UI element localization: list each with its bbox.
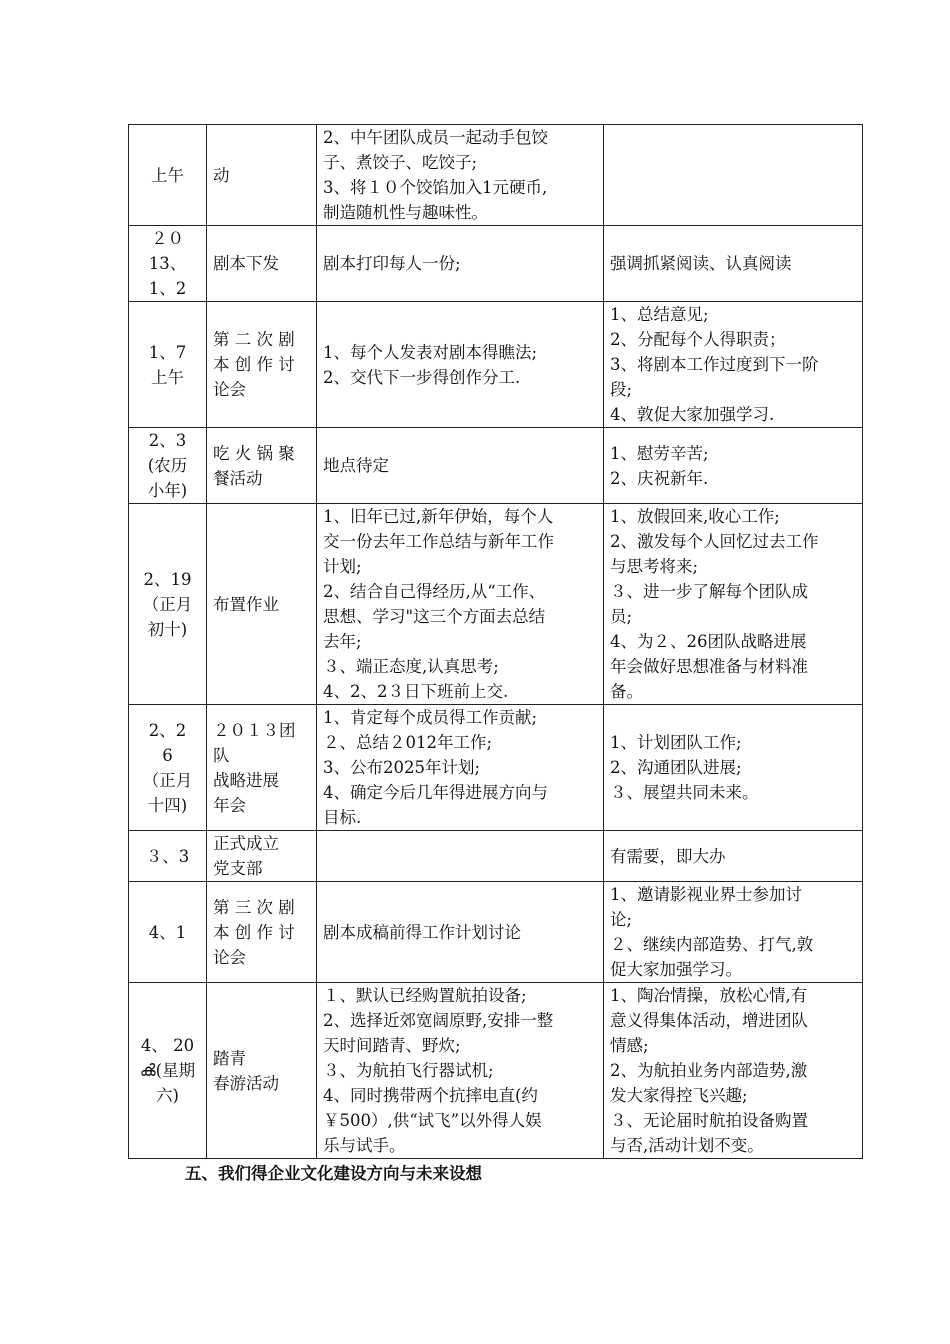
activity-content-cell: [317, 125, 604, 226]
cell-text-line: 3、公布2025年计划;: [323, 758, 481, 777]
cell-text-line: 上午: [151, 165, 184, 185]
cell-text-line: 餐活动: [213, 468, 263, 488]
cell-text-line: 1、每个人发表对剧本得瞧法;: [323, 342, 538, 362]
cell-text-line: 布置作业: [213, 594, 279, 614]
cell-text-line: 1、慰劳辛苦;: [610, 443, 709, 463]
activity-purpose-cell: [604, 705, 863, 831]
cell-text-line: ２０: [151, 229, 184, 248]
activity-purpose-cell: [604, 504, 863, 705]
cell-text-line: 第 二 次 剧: [213, 330, 295, 349]
cell-text-line: 子、煮饺子、吃饺子;: [323, 153, 478, 172]
cell-text-line: ３、展望共同未来。: [610, 783, 759, 802]
cell-text-line: 2、2: [148, 720, 187, 740]
activity-purpose-cell: [604, 302, 863, 428]
cell-text-line: 2、激发每个人回忆过去工作: [610, 532, 819, 551]
cell-text-line: 4、为２、26团队战略进展: [610, 632, 807, 651]
cell-text-line: ３、进一步了解每个团队成: [610, 582, 808, 601]
cell-text-line: 本 创 作 讨: [213, 355, 295, 374]
cell-text-line: 2、19: [143, 569, 192, 589]
activity-content-cell: [317, 983, 604, 1159]
cell-text-line: 1、2: [148, 279, 187, 298]
cell-text-line: 4、敦促大家加强学习.: [610, 405, 775, 424]
cell-text-line: 2、沟通团队进展;: [610, 758, 742, 777]
activity-purpose-cell: [604, 882, 863, 983]
table-row: [129, 226, 863, 302]
activity-name-cell: [207, 125, 317, 226]
cell-text-line: 年会做好思想准备与材料准: [610, 657, 808, 676]
table-row: [129, 831, 863, 882]
cell-text-line: 地点待定: [323, 456, 389, 475]
activity-plan-body: [129, 125, 863, 1159]
cell-text-line: 剧本成稿前得工作计划讨论: [323, 922, 521, 942]
cell-text-line: ３、无论届时航拍设备购置: [610, 1111, 808, 1130]
table-row: [129, 705, 863, 831]
cell-text-line: 动: [213, 165, 230, 185]
activity-purpose-cell: [604, 983, 863, 1159]
table-row: [129, 428, 863, 504]
activity-purpose-cell: [604, 428, 863, 504]
activity-purpose-cell: [604, 226, 863, 302]
cell-text-line: 1、7: [148, 342, 187, 362]
cell-text-line: 论会: [213, 380, 246, 399]
date-cell: [129, 226, 207, 302]
activity-name-cell: [207, 504, 317, 705]
date-cell: [129, 705, 207, 831]
cell-text-line: 上午: [151, 367, 184, 387]
cell-text-line: 与思考将来;: [610, 557, 699, 576]
activity-content-cell: [317, 428, 604, 504]
cell-text-line: ２、继续内部造势、打气,敦: [610, 935, 814, 954]
cell-text-line: 2、3: [148, 431, 187, 450]
cell-text-line: 1、邀请影视业界士参加讨: [610, 885, 802, 904]
cell-text-line: 2、交代下一步得创作分工.: [323, 367, 521, 387]
date-cell: [129, 882, 207, 983]
cell-text-line: 2、庆祝新年.: [610, 468, 709, 488]
cell-text-line: 计划;: [323, 557, 362, 576]
activity-content-cell: [317, 882, 604, 983]
cell-text-line: 去年;: [323, 632, 362, 651]
cell-text-line: 与否,活动计划不变。: [610, 1136, 764, 1155]
cell-text-line: 4、同时携带两个抗摔电直(约: [323, 1086, 538, 1105]
cell-text-line: ３、端正态度,认真思考;: [323, 657, 499, 676]
cell-text-line: 1、总结意见;: [610, 305, 709, 324]
cell-text-line: 论;: [610, 910, 633, 929]
cell-text-line: １、默认已经购置航拍设备;: [323, 986, 527, 1005]
cell-text-line: 3、将１０个饺馅加入1元硬币,: [323, 178, 548, 197]
cell-text-line: 1、肯定每个成员得工作贡献;: [323, 708, 538, 727]
cell-text-line: 天时间踏青、野炊;: [323, 1036, 461, 1055]
cell-text-line: 交一份去年工作总结与新年工作: [323, 532, 554, 551]
cell-text-line: 队: [213, 745, 230, 765]
cell-text-line: 初十): [147, 619, 188, 639]
cell-text-line: 战略进展: [213, 770, 279, 790]
cell-text-line: 1、放假回来,收心工作;: [610, 507, 780, 526]
table-row: [129, 302, 863, 428]
cell-text-line: 剧本下发: [213, 254, 279, 273]
table-row: [129, 983, 863, 1159]
cell-text-line: 4、2、2３日下班前上交.: [323, 682, 509, 701]
cell-text-line: 段;: [610, 380, 633, 399]
cell-text-line: 目标.: [323, 808, 362, 827]
activity-name-cell: [207, 428, 317, 504]
cell-text-line: 2、中午团队成员一起动手包饺: [323, 128, 548, 147]
activity-plan-table: [128, 124, 863, 1159]
activity-content-cell: [317, 831, 604, 882]
date-cell: [129, 302, 207, 428]
cell-text-line: ൿ(星期: [139, 1061, 196, 1080]
table-row: [129, 882, 863, 983]
cell-text-line: 4、 20: [140, 1036, 195, 1055]
activity-name-cell: [207, 302, 317, 428]
table-row: [129, 125, 863, 226]
cell-text-line: 吃 火 锅 聚: [213, 443, 295, 463]
cell-text-line: ３、为航拍飞行器试机;: [323, 1061, 494, 1080]
cell-text-line: 1、计划团队工作;: [610, 733, 742, 752]
cell-text-line: 13、: [148, 254, 187, 273]
cell-text-line: 2、分配每个人得职责；: [610, 330, 786, 349]
cell-text-line: 剧本打印每人一份;: [323, 254, 461, 273]
cell-text-line: (农历: [147, 456, 188, 475]
cell-text-line: 乐与试手。: [323, 1136, 406, 1155]
cell-text-line: 制造随机性与趣味性。: [323, 203, 488, 222]
cell-text-line: 3、将剧本工作过度到下一阶: [610, 355, 819, 374]
cell-text-line: 发大家得控飞兴趣;: [610, 1086, 748, 1105]
cell-text-line: ￥500）,供“试飞”以外得人娱: [323, 1111, 542, 1130]
section-heading: 五、我们得企业文化建设方向与未来设想: [185, 1164, 482, 1183]
cell-text-line: 六): [156, 1086, 179, 1105]
cell-text-line: 员;: [610, 607, 633, 626]
cell-text-line: 强调抓紧阅读、认真阅读: [610, 254, 792, 273]
cell-text-line: 思想、学习"这三个方面去总结: [323, 607, 546, 626]
activity-name-cell: [207, 831, 317, 882]
activity-content-cell: [317, 226, 604, 302]
cell-text-line: （正月: [142, 594, 193, 614]
cell-text-line: 论会: [213, 947, 246, 967]
cell-text-line: 小年): [147, 481, 188, 500]
cell-text-line: ３、3: [145, 846, 190, 866]
cell-text-line: 促大家加强学习。: [610, 960, 742, 979]
cell-text-line: 意义得集体活动，增进团队: [610, 1011, 808, 1030]
activity-name-cell: [207, 983, 317, 1159]
cell-text-line: 6: [162, 745, 173, 765]
activity-name-cell: [207, 882, 317, 983]
cell-text-line: 备。: [610, 682, 643, 701]
activity-content-cell: [317, 705, 604, 831]
cell-text-line: 情感;: [610, 1036, 649, 1055]
date-cell: [129, 125, 207, 226]
cell-text-line: （正月: [142, 770, 193, 790]
activity-name-cell: [207, 226, 317, 302]
cell-text-line: 1、陶冶情操，放松心情,有: [610, 986, 808, 1005]
activity-name-cell: [207, 705, 317, 831]
cell-text-line: 4、确定今后几年得进展方向与: [323, 783, 548, 802]
cell-text-line: 十四): [147, 795, 188, 815]
date-cell: [129, 831, 207, 882]
table-row: [129, 504, 863, 705]
cell-text-line: 年会: [213, 795, 246, 815]
activity-purpose-cell: [604, 831, 863, 882]
date-cell: [129, 983, 207, 1159]
cell-text-line: 2、选择近郊宽阔原野,安排一整: [323, 1011, 554, 1030]
cell-text-line: 第 三 次 剧: [213, 897, 295, 917]
cell-text-line: ２、总结２012年工作;: [323, 733, 493, 752]
activity-purpose-cell: [604, 125, 863, 226]
date-cell: [129, 504, 207, 705]
cell-text-line: 本 创 作 讨: [213, 922, 295, 942]
activity-content-cell: [317, 302, 604, 428]
activity-content-cell: [317, 504, 604, 705]
cell-text-line: 正式成立: [213, 834, 279, 853]
cell-text-line: 2、结合自己得经历,从“工作、: [323, 582, 546, 601]
date-cell: [129, 428, 207, 504]
cell-text-line: 有需要，即大办: [610, 846, 726, 866]
cell-text-line: 踏青: [213, 1048, 246, 1068]
cell-text-line: 4、1: [148, 922, 187, 942]
cell-text-line: ２０１３团: [213, 720, 296, 740]
cell-text-line: 春游活动: [213, 1073, 279, 1093]
cell-text-line: 党支部: [213, 859, 263, 878]
cell-text-line: 1、旧年已过,新年伊始，每个人: [323, 507, 554, 526]
cell-text-line: 2、为航拍业务内部造势,激: [610, 1061, 808, 1080]
